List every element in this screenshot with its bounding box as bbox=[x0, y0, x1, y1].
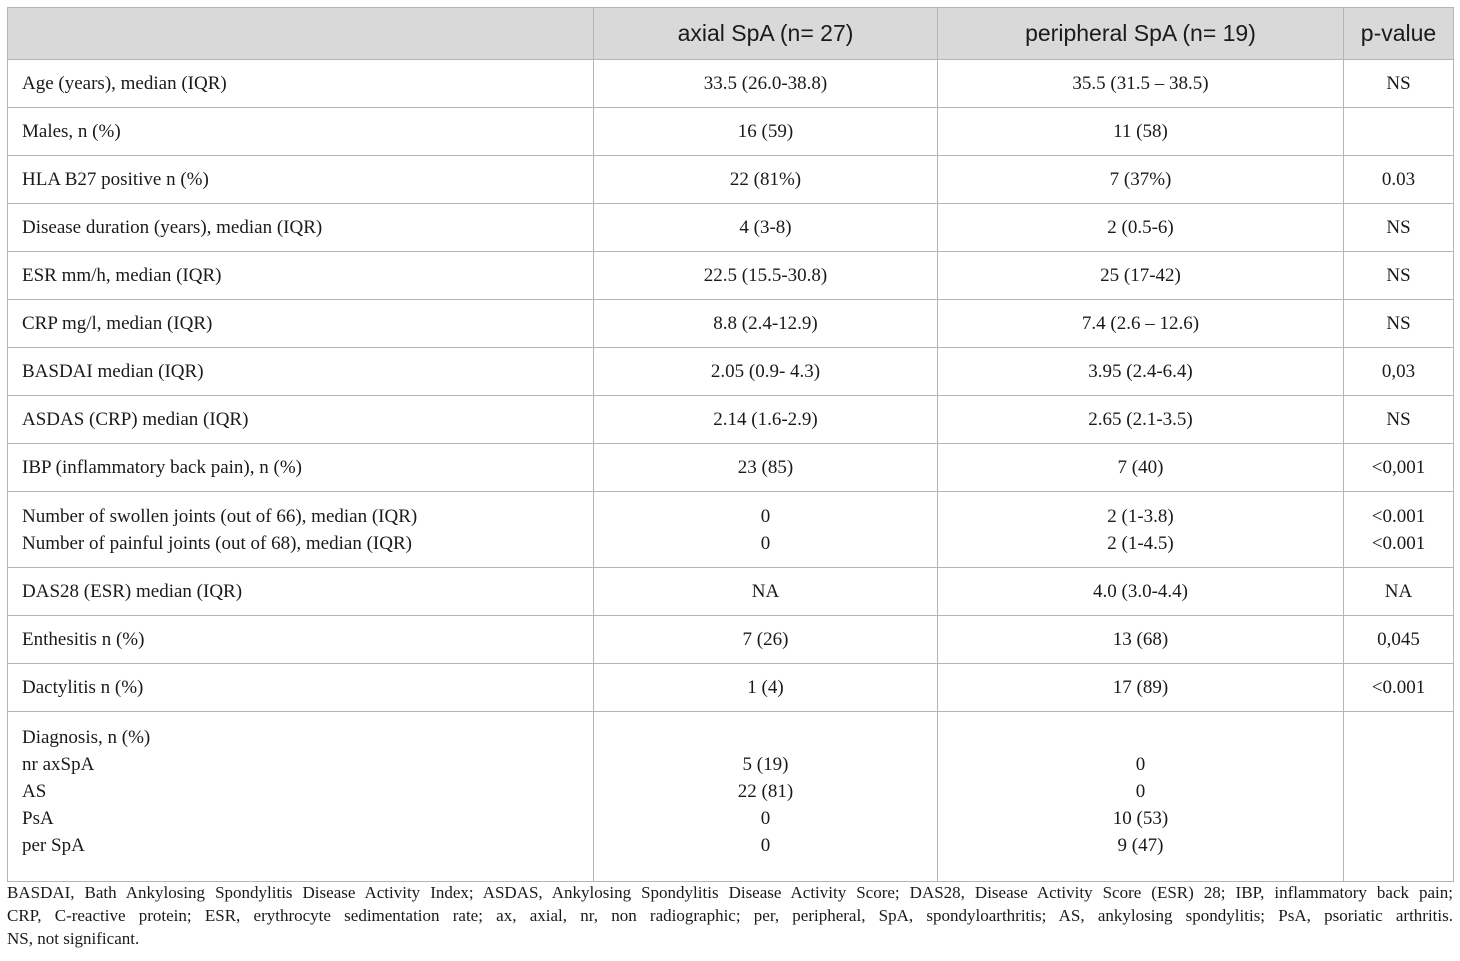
peripheral-value: 2 (0.5-6) bbox=[1107, 217, 1174, 238]
table-row bbox=[8, 444, 1454, 492]
axial-value-cell bbox=[594, 492, 938, 568]
peripheral-value-cell bbox=[938, 252, 1344, 300]
table-body bbox=[8, 60, 1454, 882]
row-label: nr axSpA bbox=[22, 754, 95, 775]
peripheral-value: 2.65 (2.1-3.5) bbox=[1088, 409, 1193, 430]
axial-value bbox=[594, 724, 937, 751]
peripheral-value: 35.5 (31.5 – 38.5) bbox=[1072, 73, 1209, 94]
peripheral-value-cell bbox=[938, 492, 1344, 568]
peripheral-value: 9 (47) bbox=[1117, 835, 1164, 856]
axial-value-cell bbox=[594, 396, 938, 444]
table-row bbox=[8, 712, 1454, 882]
axial-value: NA bbox=[751, 581, 780, 602]
row-label-cell bbox=[8, 444, 594, 492]
axial-value: 0 bbox=[760, 835, 771, 856]
axial-value-cell bbox=[594, 204, 938, 252]
p-value: <0,001 bbox=[1371, 457, 1426, 478]
header-axial-spa: axial SpA (n= 27) bbox=[594, 8, 938, 60]
p-value: NS bbox=[1386, 265, 1411, 286]
axial-value: 4 (3-8) bbox=[739, 217, 792, 238]
row-label: Enthesitis n (%) bbox=[22, 629, 145, 650]
axial-value-cell bbox=[594, 300, 938, 348]
peripheral-value: 17 (89) bbox=[1112, 677, 1169, 698]
row-label: AS bbox=[22, 781, 47, 802]
axial-value-cell bbox=[594, 664, 938, 712]
p-value-cell bbox=[1344, 204, 1454, 252]
peripheral-value: 0 bbox=[1135, 781, 1146, 802]
peripheral-value-cell bbox=[938, 108, 1344, 156]
p-value-cell bbox=[1344, 396, 1454, 444]
table-row bbox=[8, 204, 1454, 252]
axial-value: 22.5 (15.5-30.8) bbox=[703, 265, 828, 286]
p-value-cell bbox=[1344, 492, 1454, 568]
p-value: NS bbox=[1386, 73, 1411, 94]
p-value: <0.001 bbox=[1371, 505, 1426, 527]
table-row bbox=[8, 616, 1454, 664]
row-label: ASDAS (CRP) median (IQR) bbox=[22, 409, 249, 430]
p-value bbox=[1344, 751, 1453, 778]
table-row bbox=[8, 396, 1454, 444]
row-label-cell bbox=[8, 396, 594, 444]
peripheral-value: 11 (58) bbox=[1113, 121, 1168, 142]
axial-value-cell bbox=[594, 444, 938, 492]
axial-value-cell bbox=[594, 252, 938, 300]
table-footnote bbox=[7, 881, 1453, 950]
axial-value: 0 bbox=[760, 532, 771, 554]
peripheral-value: 10 (53) bbox=[1112, 808, 1169, 829]
peripheral-value-cell bbox=[938, 156, 1344, 204]
row-label-cell bbox=[8, 616, 594, 664]
p-value-cell bbox=[1344, 568, 1454, 616]
row-label-cell bbox=[8, 108, 594, 156]
axial-value-cell bbox=[594, 60, 938, 108]
p-value: NS bbox=[1386, 217, 1411, 238]
peripheral-value-cell bbox=[938, 664, 1344, 712]
axial-value: 0 bbox=[760, 808, 771, 829]
p-value: 0,03 bbox=[1381, 361, 1416, 382]
footnote-line: NS, not significant. bbox=[7, 929, 140, 948]
row-label: Number of painful joints (out of 68), median (IQR) bbox=[22, 532, 412, 554]
row-label-cell bbox=[8, 252, 594, 300]
axial-value: 1 (4) bbox=[747, 677, 784, 698]
peripheral-value: 2 (1-3.8) bbox=[1107, 505, 1174, 527]
row-label: PsA bbox=[22, 808, 54, 829]
table-row bbox=[8, 60, 1454, 108]
p-value: <0.001 bbox=[1371, 677, 1426, 698]
axial-value-cell bbox=[594, 616, 938, 664]
row-label: Number of swollen joints (out of 66), median (IQR) bbox=[22, 505, 418, 527]
row-label: DAS28 (ESR) median (IQR) bbox=[22, 581, 243, 602]
row-label-cell bbox=[8, 348, 594, 396]
axial-value: 33.5 (26.0-38.8) bbox=[703, 73, 828, 94]
p-value: NA bbox=[1384, 581, 1413, 602]
p-value bbox=[1344, 778, 1453, 805]
header-row bbox=[8, 8, 1454, 60]
axial-value-cell bbox=[594, 568, 938, 616]
row-label: CRP mg/l, median (IQR) bbox=[22, 313, 213, 334]
table-row bbox=[8, 348, 1454, 396]
axial-value-cell bbox=[594, 712, 938, 882]
p-value bbox=[1344, 832, 1453, 859]
row-label-cell bbox=[8, 492, 594, 568]
row-label-cell bbox=[8, 664, 594, 712]
p-value-cell bbox=[1344, 616, 1454, 664]
p-value: 0,045 bbox=[1377, 629, 1420, 650]
p-value-cell bbox=[1344, 252, 1454, 300]
row-label: ESR mm/h, median (IQR) bbox=[22, 265, 222, 286]
peripheral-value bbox=[938, 724, 1343, 751]
p-value-cell bbox=[1344, 108, 1454, 156]
p-value-cell bbox=[1344, 664, 1454, 712]
row-label: Disease duration (years), median (IQR) bbox=[22, 217, 323, 238]
peripheral-value-cell bbox=[938, 60, 1344, 108]
axial-value: 22 (81) bbox=[737, 781, 794, 802]
p-value-cell bbox=[1344, 444, 1454, 492]
p-value bbox=[1344, 724, 1453, 751]
p-value: NS bbox=[1386, 409, 1411, 430]
row-label: IBP (inflammatory back pain), n (%) bbox=[22, 457, 302, 478]
row-label: per SpA bbox=[22, 835, 85, 856]
p-value-cell bbox=[1344, 156, 1454, 204]
table-row bbox=[8, 300, 1454, 348]
peripheral-value-cell bbox=[938, 204, 1344, 252]
header-peripheral-spa: peripheral SpA (n= 19) bbox=[938, 8, 1344, 60]
table-row bbox=[8, 252, 1454, 300]
table-row bbox=[8, 568, 1454, 616]
axial-value: 0 bbox=[760, 505, 771, 527]
p-value bbox=[1344, 118, 1453, 145]
peripheral-value-cell bbox=[938, 444, 1344, 492]
table-row bbox=[8, 664, 1454, 712]
row-label: Age (years), median (IQR) bbox=[22, 73, 227, 94]
p-value: 0.03 bbox=[1381, 169, 1416, 190]
peripheral-value: 2 (1-4.5) bbox=[1107, 532, 1174, 554]
table-row bbox=[8, 156, 1454, 204]
peripheral-value: 13 (68) bbox=[1112, 629, 1169, 650]
p-value bbox=[1344, 805, 1453, 832]
peripheral-value: 7 (37%) bbox=[1109, 169, 1172, 190]
p-value-cell bbox=[1344, 60, 1454, 108]
header-p-value: p-value bbox=[1344, 8, 1454, 60]
axial-value: 8.8 (2.4-12.9) bbox=[713, 313, 818, 334]
p-value-cell bbox=[1344, 712, 1454, 882]
axial-value: 2.05 (0.9- 4.3) bbox=[710, 361, 821, 382]
peripheral-value: 7 (40) bbox=[1117, 457, 1164, 478]
peripheral-value-cell bbox=[938, 348, 1344, 396]
footnote-line: BASDAI, Bath Ankylosing Spondylitis Disease Activity Index; ASDAS, Ankylosing Spondylitis Disease Activity Score; DAS28, Disease Activity Score (ESR) 28; IBP, inflammatory back pain; bbox=[7, 883, 1453, 902]
row-label: Dactylitis n (%) bbox=[22, 677, 144, 698]
axial-value-cell bbox=[594, 348, 938, 396]
axial-value-cell bbox=[594, 108, 938, 156]
row-label-cell bbox=[8, 712, 594, 882]
peripheral-value-cell bbox=[938, 300, 1344, 348]
peripheral-value-cell bbox=[938, 712, 1344, 882]
row-label: HLA B27 positive n (%) bbox=[22, 169, 209, 190]
peripheral-value: 0 bbox=[1135, 754, 1146, 775]
row-label: Diagnosis, n (%) bbox=[22, 727, 151, 748]
p-value-cell bbox=[1344, 348, 1454, 396]
peripheral-value: 3.95 (2.4-6.4) bbox=[1088, 361, 1193, 382]
row-label-cell bbox=[8, 568, 594, 616]
axial-value: 7 (26) bbox=[742, 629, 789, 650]
row-label-cell bbox=[8, 60, 594, 108]
axial-value: 22 (81%) bbox=[729, 169, 802, 190]
row-label-cell bbox=[8, 204, 594, 252]
peripheral-value: 7.4 (2.6 – 12.6) bbox=[1081, 313, 1200, 334]
p-value-cell bbox=[1344, 300, 1454, 348]
row-label: Males, n (%) bbox=[22, 121, 121, 142]
peripheral-value-cell bbox=[938, 568, 1344, 616]
table-row bbox=[8, 108, 1454, 156]
axial-value: 23 (85) bbox=[737, 457, 794, 478]
peripheral-value: 25 (17-42) bbox=[1100, 265, 1181, 286]
table-row bbox=[8, 492, 1454, 568]
axial-value: 16 (59) bbox=[737, 121, 794, 142]
row-label-cell bbox=[8, 156, 594, 204]
axial-value: 5 (19) bbox=[742, 754, 789, 775]
data-table bbox=[7, 7, 1454, 882]
p-value: NS bbox=[1386, 313, 1411, 334]
row-label: BASDAI median (IQR) bbox=[22, 361, 204, 382]
peripheral-value-cell bbox=[938, 396, 1344, 444]
footnote-line: CRP, C-reactive protein; ESR, erythrocyte sedimentation rate; ax, axial, nr, non radiographic; per, peripheral, SpA, spondyloarthritis; AS, ankylosing spondylitis; PsA, psoriatic arthritis. bbox=[7, 906, 1453, 925]
header-label-column bbox=[8, 8, 594, 60]
peripheral-value-cell bbox=[938, 616, 1344, 664]
row-label-cell bbox=[8, 300, 594, 348]
axial-value-cell bbox=[594, 156, 938, 204]
peripheral-value: 4.0 (3.0-4.4) bbox=[1093, 581, 1188, 602]
axial-value: 2.14 (1.6-2.9) bbox=[713, 409, 818, 430]
p-value: <0.001 bbox=[1371, 532, 1426, 554]
table-header bbox=[8, 8, 1454, 60]
